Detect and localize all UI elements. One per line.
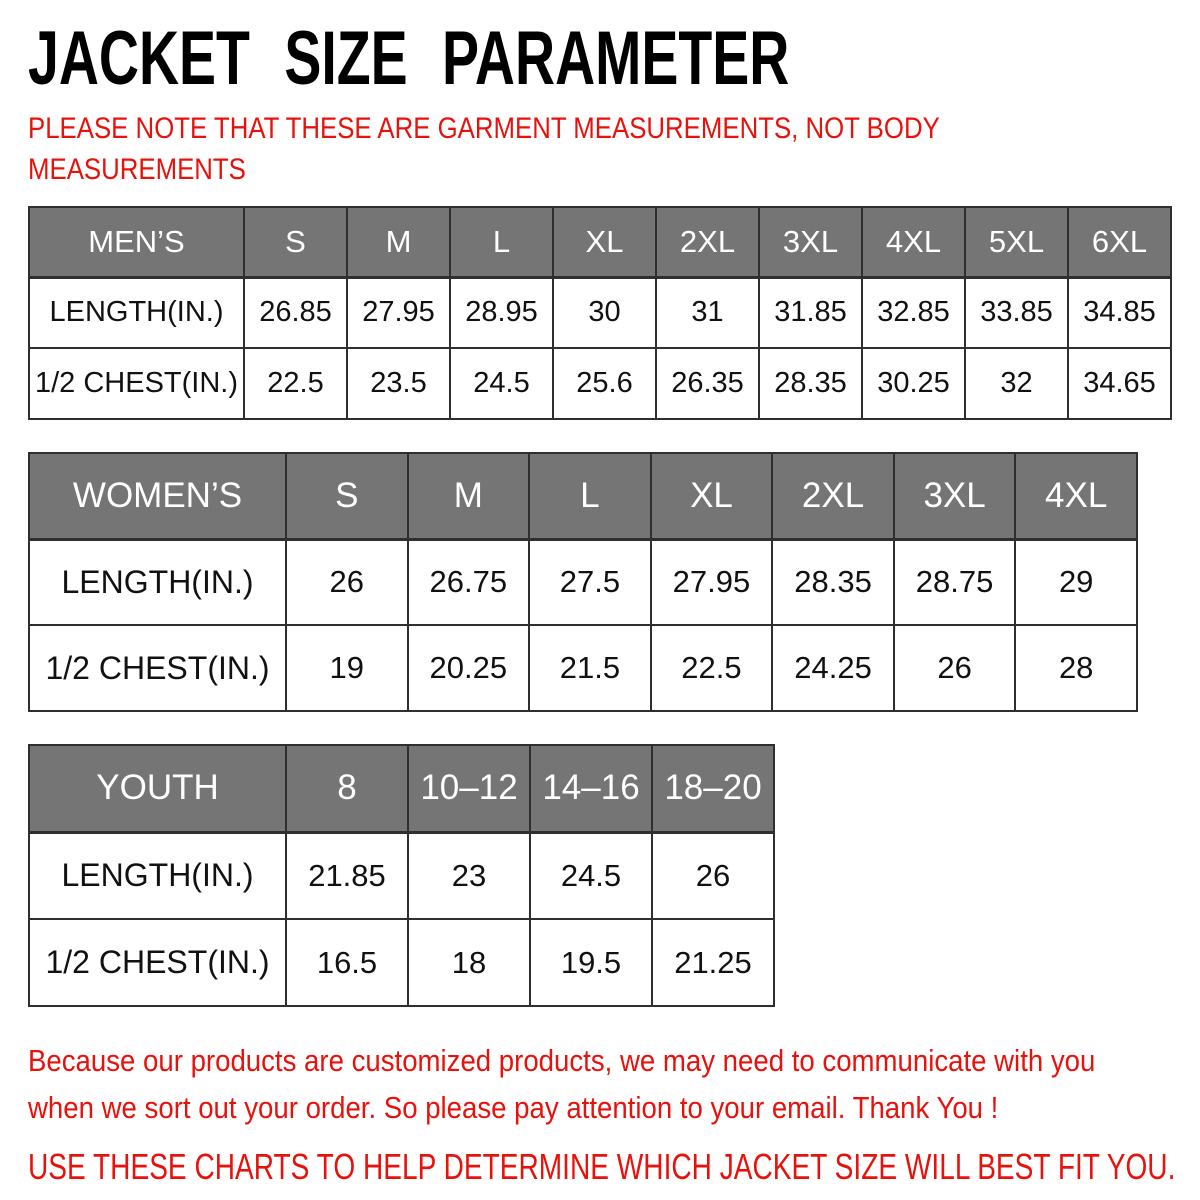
value-cell: 18 bbox=[408, 919, 530, 1006]
row-label-cell: 1/2 CHEST(IN.) bbox=[29, 625, 286, 711]
size-column-header: 10–12 bbox=[408, 745, 530, 832]
measurement-note bbox=[28, 108, 1036, 190]
value-cell: 24.25 bbox=[772, 625, 894, 711]
size-column-header: 4XL bbox=[862, 207, 965, 277]
value-cell: 22.5 bbox=[244, 348, 347, 419]
value-cell: 21.85 bbox=[286, 832, 408, 919]
size-column-header: 6XL bbox=[1068, 207, 1171, 277]
size-column-header: S bbox=[244, 207, 347, 277]
order-note-line1: Because our products are customized products, we may need to communicate with you bbox=[28, 1043, 1096, 1078]
value-cell: 27.5 bbox=[529, 539, 651, 625]
value-cell: 22.5 bbox=[651, 625, 773, 711]
value-cell: 26.85 bbox=[244, 277, 347, 348]
value-cell: 25.6 bbox=[553, 348, 656, 419]
size-column-header: S bbox=[286, 453, 408, 539]
value-cell: 23 bbox=[408, 832, 530, 919]
value-cell: 26.35 bbox=[656, 348, 759, 419]
value-cell: 28 bbox=[1015, 625, 1137, 711]
value-cell: 26.75 bbox=[408, 539, 530, 625]
size-tables bbox=[28, 206, 1200, 1007]
value-cell: 31.85 bbox=[759, 277, 862, 348]
value-cell: 29 bbox=[1015, 539, 1137, 625]
value-cell: 24.5 bbox=[450, 348, 553, 419]
order-note-line2: when we sort out your order. So please pay attention to your email. Thank You ! bbox=[28, 1090, 999, 1125]
value-cell: 32 bbox=[965, 348, 1068, 419]
table-row bbox=[29, 348, 1171, 419]
table-row bbox=[29, 277, 1171, 348]
size-column-header: 5XL bbox=[965, 207, 1068, 277]
value-cell: 21.5 bbox=[529, 625, 651, 711]
value-cell: 28.35 bbox=[772, 539, 894, 625]
size-column-header: M bbox=[408, 453, 530, 539]
value-cell: 23.5 bbox=[347, 348, 450, 419]
value-cell: 21.25 bbox=[652, 919, 774, 1006]
value-cell: 32.85 bbox=[862, 277, 965, 348]
table-row bbox=[29, 539, 1137, 625]
size-column-header: L bbox=[529, 453, 651, 539]
value-cell: 28.35 bbox=[759, 348, 862, 419]
row-label-cell: LENGTH(IN.) bbox=[29, 277, 244, 348]
order-note bbox=[28, 1037, 1096, 1133]
size-column-header: M bbox=[347, 207, 450, 277]
womens-group-header: WOMEN’S bbox=[29, 453, 286, 539]
mens-group-header: MEN’S bbox=[29, 207, 244, 277]
size-column-header: 14–16 bbox=[530, 745, 652, 832]
size-column-header: 3XL bbox=[759, 207, 862, 277]
row-label-cell: 1/2 CHEST(IN.) bbox=[29, 919, 286, 1006]
table-row bbox=[29, 625, 1137, 711]
value-cell: 26 bbox=[286, 539, 408, 625]
size-column-header: L bbox=[450, 207, 553, 277]
value-cell: 27.95 bbox=[347, 277, 450, 348]
value-cell: 16.5 bbox=[286, 919, 408, 1006]
value-cell: 28.95 bbox=[450, 277, 553, 348]
size-column-header: 2XL bbox=[656, 207, 759, 277]
value-cell: 20.25 bbox=[408, 625, 530, 711]
row-label-cell: LENGTH(IN.) bbox=[29, 832, 286, 919]
mens-size-table bbox=[28, 206, 1172, 420]
size-column-header: XL bbox=[651, 453, 773, 539]
value-cell: 30 bbox=[553, 277, 656, 348]
value-cell: 31 bbox=[656, 277, 759, 348]
size-column-header: 18–20 bbox=[652, 745, 774, 832]
fit-instruction: USE THESE CHARTS TO HELP DETERMINE WHICH JACKET SIZE WILL BEST FIT YOU. bbox=[28, 1146, 1176, 1187]
value-cell: 27.95 bbox=[651, 539, 773, 625]
value-cell: 34.65 bbox=[1068, 348, 1171, 419]
value-cell: 34.85 bbox=[1068, 277, 1171, 348]
row-label-cell: LENGTH(IN.) bbox=[29, 539, 286, 625]
value-cell: 26 bbox=[894, 625, 1016, 711]
page-title: JACKET SIZE PARAMETER bbox=[28, 16, 790, 101]
size-column-header: 3XL bbox=[894, 453, 1016, 539]
size-column-header: 4XL bbox=[1015, 453, 1137, 539]
youth-group-header: YOUTH bbox=[29, 745, 286, 832]
value-cell: 19 bbox=[286, 625, 408, 711]
value-cell: 33.85 bbox=[965, 277, 1068, 348]
youth-size-table bbox=[28, 744, 775, 1007]
size-column-header: 8 bbox=[286, 745, 408, 832]
value-cell: 26 bbox=[652, 832, 774, 919]
value-cell: 24.5 bbox=[530, 832, 652, 919]
measurement-note-line1: PLEASE NOTE THAT THESE ARE GARMENT MEASUREMENTS, NOT BODY bbox=[28, 112, 940, 145]
measurement-note-line2: MEASUREMENTS bbox=[28, 153, 246, 186]
table-row bbox=[29, 919, 774, 1006]
value-cell: 19.5 bbox=[530, 919, 652, 1006]
size-column-header: 2XL bbox=[772, 453, 894, 539]
size-column-header: XL bbox=[553, 207, 656, 277]
row-label-cell: 1/2 CHEST(IN.) bbox=[29, 348, 244, 419]
value-cell: 30.25 bbox=[862, 348, 965, 419]
womens-size-table bbox=[28, 452, 1138, 712]
value-cell: 28.75 bbox=[894, 539, 1016, 625]
table-row bbox=[29, 832, 774, 919]
